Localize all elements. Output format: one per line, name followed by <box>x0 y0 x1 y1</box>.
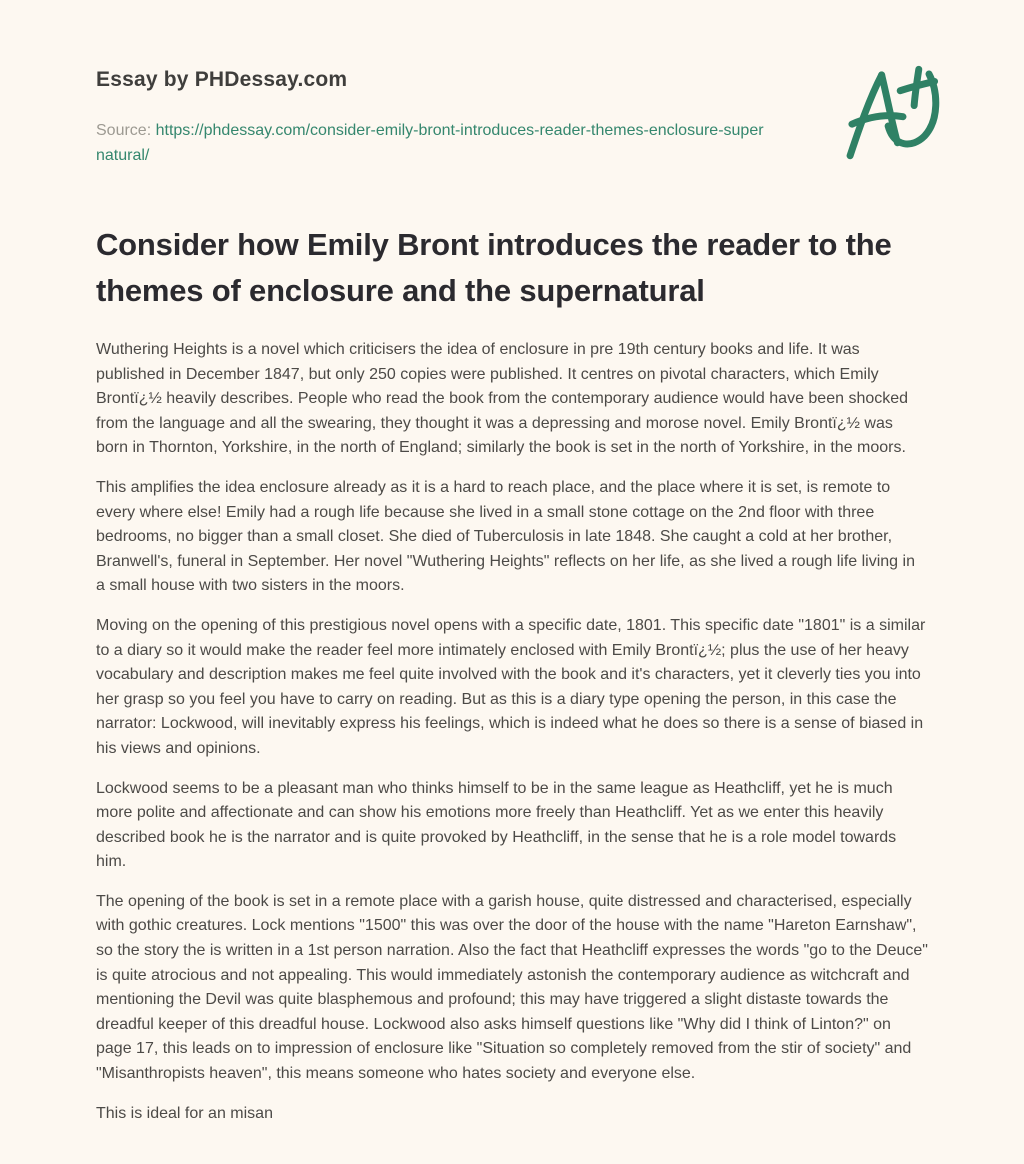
essay-paragraph: Wuthering Heights is a novel which criticisers the idea of enclosure in pre 19th century books and life. It was published in December 1847, but only 250 copies were published. It centres on pivotal characters, which Emily Brontï¿½ heavily describes. People who read the book from the contemporary audience would have been shocked from the language and all the swearing, they thought it was a depressing and morose novel. Emily Brontï¿½ was born in Thornton, Yorkshire, in the north of England; similarly the book is set in the north of Yorkshire, in the moors. <box>96 341 909 457</box>
source-label: Source: <box>96 122 152 139</box>
page-header <box>96 64 928 168</box>
source-url-link[interactable]: https://phdessay.com/consider-emily-bront-introduces-reader-themes-enclosure-supernatural/ <box>96 122 764 164</box>
essay-body <box>96 338 928 1126</box>
essay-paragraph: The opening of the book is set in a remote place with a garish house, quite distressed and characterised, especially with gothic creatures. Lock mentions "1500" this was over the door of the house with the name "Hareton Earnshaw", so the story the is written in a 1st person narration. Also the fact that Heathcliff expresses the words "go to the Deuce" is quite atrocious and not appealing. This would immediately astonish the contemporary audience as witchcraft and mentioning the Devil was quite blasphemous and profound; this may have triggered a slight distaste towards the dreadful keeper of this dreadful house. Lockwood also asks himself questions like "Why did I think of Linton?" on page 17, this leads on to impression of enclosure like "Situation so completely removed from the stir of society" and "Misanthropists heaven", this means someone who hates society and everyone else. <box>96 892 928 1083</box>
essay-paragraph: Moving on the opening of this prestigious novel opens with a specific date, 1801. This specific date "1801" is a similar to a diary so it would make the reader feel more intimately enclosed with Emily Brontï¿½; plus the use of her heavy vocabulary and description makes me feel quite involved with the book and it's characters, yet it cleverly ties you into her grasp so you feel you have to carry on reading. But as this is a diary type opening the person, in this case the narrator: Lockwood, will inevitably express his feelings, which is indeed what he does so there is a sense of biased in his views and opinions. <box>96 616 926 757</box>
essay-title: Consider how Emily Bront introduces the reader to the themes of enclosure and the supernatural <box>96 227 892 308</box>
header-text-block <box>96 64 838 168</box>
essay-paragraph: This is ideal for an misan <box>96 1104 273 1122</box>
a-plus-logo-icon <box>838 60 942 166</box>
essay-paragraph: This amplifies the idea enclosure already as it is a hard to reach place, and the place where it is set, is remote to every where else! Emily had a rough life because she lived in a small stone cottage on the 2nd floor with three bedrooms, no bigger than a small closet. She died of Tuberculosis in late 1848. She caught a cold at her brother, Branwell's, funeral in September. Her novel "Wuthering Heights" reflects on her life, as she lived a rough life living in a small house with two sisters in the moors. <box>96 478 915 595</box>
source-line <box>96 118 768 168</box>
essay-paragraph: Lockwood seems to be a pleasant man who thinks himself to be in the same league as Heathcliff, yet he is much more polite and affectionate and can show his emotions more freely than Heathcliff. Yet as we enter this heavily described book he is the narrator and is quite provoked by Heathcliff, in the sense that he is a role model towards him. <box>96 779 897 871</box>
essay-byline: Essay by PHDessay.com <box>96 68 348 91</box>
